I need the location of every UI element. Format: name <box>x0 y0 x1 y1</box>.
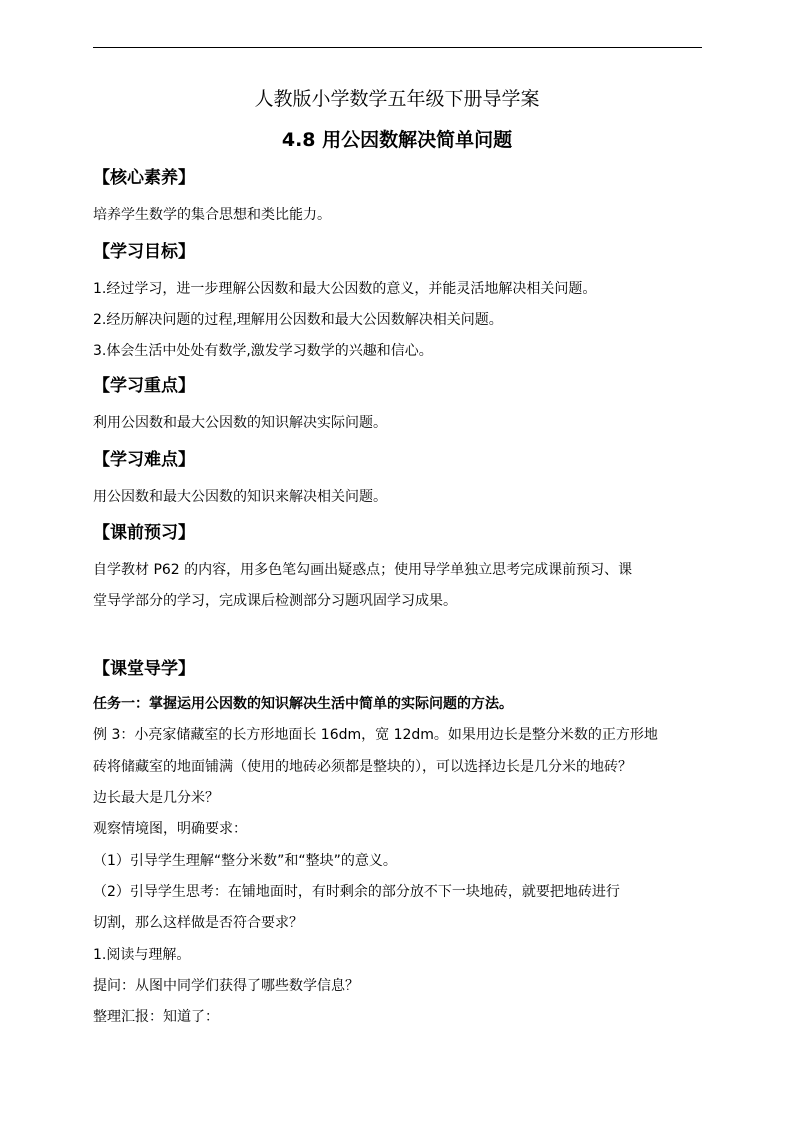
section-heading-preview: 【课前预习】 <box>93 523 195 543</box>
key-point-line: 利用公因数和最大公因数的知识解决实际问题。 <box>93 415 387 431</box>
guide-line: 例 3：小亮家储藏室的长方形地面长 16dm，宽 12dm。如果用边长是整分米数的正方形地 <box>93 727 658 743</box>
goal-line: 1.经过学习，进一步理解公因数和最大公因数的意义，并能灵活地解决相关问题。 <box>93 281 597 297</box>
guide-line: 整理汇报：知道了： <box>93 1009 219 1025</box>
guide-line: 观察情境图，明确要求： <box>93 821 247 837</box>
section-heading-guide: 【课堂导学】 <box>93 659 195 679</box>
document-title: 人教版小学数学五年级下册导学案 <box>254 88 540 110</box>
guide-line: 切割，那么这样做是否符合要求？ <box>93 915 303 931</box>
section-heading-goals: 【学习目标】 <box>93 242 195 262</box>
task-one-heading: 任务一：掌握运用公因数的知识解决生活中简单的实际问题的方法。 <box>93 696 513 712</box>
section-heading-key-points: 【学习重点】 <box>93 376 195 396</box>
guide-line: 提问：从图中同学们获得了哪些数学信息？ <box>93 978 359 994</box>
section-heading-core: 【核心素养】 <box>93 168 195 188</box>
guide-line: 砖将储藏室的地面铺满（使用的地砖必须都是整块的），可以选择边长是几分米的地砖？ <box>93 759 632 775</box>
preview-line: 堂导学部分的学习，完成课后检测部分习题巩固学习成果。 <box>93 593 457 609</box>
goal-line: 2.经历解决问题的过程,理解用公因数和最大公因数解决相关问题。 <box>93 312 503 328</box>
difficulty-line: 用公因数和最大公因数的知识来解决相关问题。 <box>93 489 387 505</box>
guide-line: （2）引导学生思考：在铺地面时，有时剩余的部分放不下一块地砖，就要把地砖进行 <box>93 884 620 900</box>
guide-line: 1.阅读与理解。 <box>93 947 191 963</box>
goal-line: 3.体会生活中处处有数学,激发学习数学的兴趣和信心。 <box>93 343 433 359</box>
document-subtitle: 4.8 用公因数解决简单问题 <box>281 129 513 151</box>
header-rule <box>93 47 702 48</box>
guide-line: 边长最大是几分米？ <box>93 790 219 806</box>
preview-line: 自学教材 P62 的内容，用多色笔勾画出疑惑点；使用导学单独立思考完成课前预习、课 <box>93 562 633 578</box>
section-heading-difficulties: 【学习难点】 <box>93 450 195 470</box>
guide-line: （1）引导学生理解“整分米数”和“整块”的意义。 <box>93 853 397 869</box>
core-line: 培养学生数学的集合思想和类比能力。 <box>93 207 331 223</box>
